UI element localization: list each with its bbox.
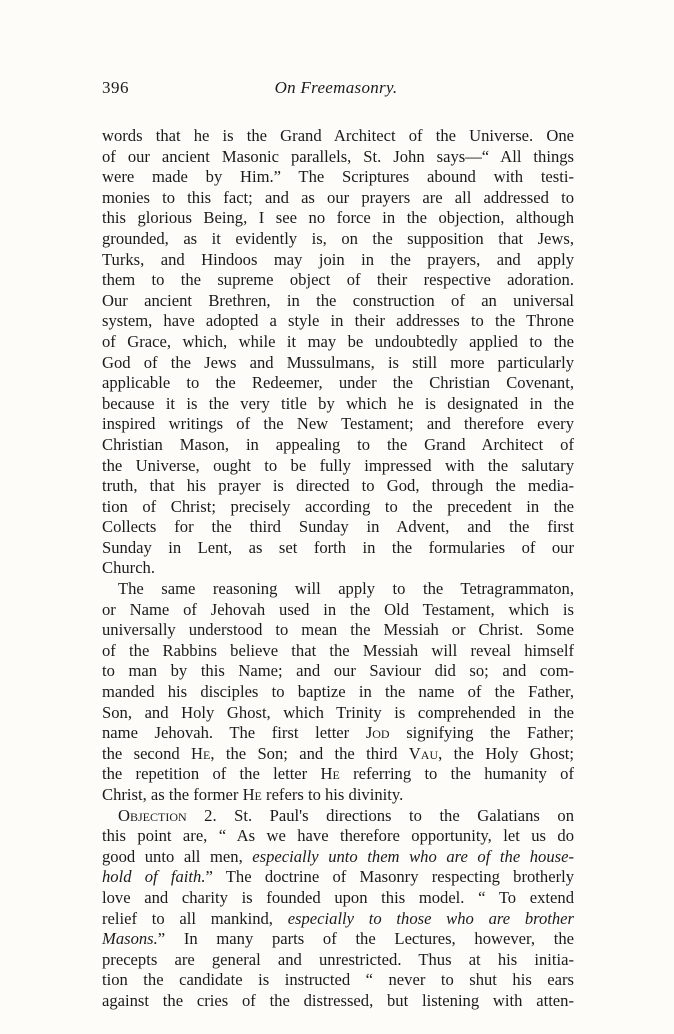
- text-run: monies to this fact; and as our prayers are all addressed to: [102, 187, 574, 207]
- text-run: manded his disciples to baptize in the name of the Father,: [102, 682, 574, 702]
- text-line: [102, 785, 574, 806]
- text-line: [102, 229, 574, 250]
- italic-text: especially unto them who are of the house-: [252, 846, 574, 866]
- text-run: ” In many parts of the Lectures, however, the: [157, 929, 574, 949]
- text-run: grounded, as it evidently is, on the supposition that Jews,: [102, 228, 574, 248]
- text-line: [102, 847, 574, 868]
- text-line: [102, 353, 574, 374]
- text-run: Son, and Holy Ghost, which Trinity is comprehended in the: [102, 702, 574, 722]
- text-run: tion the candidate is instructed “ never to shut his ears: [102, 970, 574, 990]
- text-run: the Universe, ought to be fully impressed with the salutary: [102, 455, 574, 475]
- text-line: [102, 517, 574, 538]
- text-line: [102, 806, 574, 827]
- text-line: [102, 558, 574, 579]
- text-run: Our ancient Brethren, in the construction of an universal: [102, 290, 574, 310]
- text-run: applicable to the Redeemer, under the Christian Covenant,: [102, 373, 574, 393]
- small-caps-text: Vau: [408, 743, 439, 763]
- small-caps-text: He: [191, 743, 211, 763]
- small-caps-text: He: [242, 785, 262, 804]
- text-line: [102, 147, 574, 168]
- page-number: 396: [102, 78, 129, 97]
- text-run: the repetition of the letter: [102, 764, 321, 784]
- text-line: [102, 456, 574, 477]
- text-line: [102, 250, 574, 271]
- text-run: Collects for the third Sunday in Advent, and the first: [102, 517, 574, 537]
- page-header: [102, 78, 570, 104]
- text-line: [102, 950, 574, 971]
- text-run: Turks, and Hindoos may join in the prayers, and apply: [102, 249, 574, 269]
- text-run: the second: [102, 743, 192, 763]
- text-run: system, have adopted a style in their addresses to the Throne: [102, 311, 574, 331]
- text-run: The same reasoning will apply to the Tetragrammaton,: [118, 579, 574, 599]
- text-run: against the cries of the distressed, but listening with atten-: [102, 990, 574, 1010]
- italic-text: especially to those who are brother: [287, 908, 574, 928]
- text-line: [102, 497, 574, 518]
- text-line: [102, 764, 574, 785]
- text-run: of the Rabbins believe that the Messiah will reveal himself: [102, 640, 574, 660]
- text-line: [102, 188, 574, 209]
- small-caps-text: Objection: [118, 805, 187, 825]
- text-line: [102, 373, 574, 394]
- text-line: [102, 600, 574, 621]
- text-line: [102, 291, 574, 312]
- text-line: [102, 991, 574, 1012]
- text-run: of Grace, which, while it may be undoubtedly applied to the: [102, 331, 574, 351]
- text-run: of our ancient Masonic parallels, St. John says—“ All things: [102, 146, 574, 166]
- text-line: [102, 661, 574, 682]
- text-line: [102, 414, 574, 435]
- text-line: [102, 744, 574, 765]
- text-line: [102, 641, 574, 662]
- text-line: [102, 867, 574, 888]
- text-run: Christian Mason, in appealing to the Grand Architect of: [102, 434, 574, 454]
- text-line: [102, 476, 574, 497]
- text-line: [102, 723, 574, 744]
- text-run: good unto all men,: [102, 846, 253, 866]
- text-run: were made by Him.” The Scriptures abound with testi-: [102, 167, 574, 187]
- text-run: refers to his divinity.: [261, 785, 404, 804]
- text-line: [102, 167, 574, 188]
- text-line: [102, 332, 574, 353]
- text-run: signifying the Father;: [389, 723, 574, 743]
- text-run: ” The doctrine of Masonry respecting brotherly: [205, 867, 575, 887]
- text-run: referring to the humanity of: [339, 764, 574, 784]
- text-run: Christ, as the former: [102, 785, 243, 804]
- small-caps-text: He: [320, 764, 340, 784]
- text-run: love and charity is founded upon this model. “ To extend: [102, 887, 574, 907]
- text-run: because it is the very title by which he is designated in the: [102, 393, 574, 413]
- text-run: to man by this Name; and our Saviour did so; and com-: [102, 661, 574, 681]
- text-run: them to the supreme object of their respective adoration.: [102, 270, 574, 290]
- running-title: On Freemasonry.: [274, 78, 398, 97]
- text-line: [102, 394, 574, 415]
- text-run: tion of Christ; precisely according to the precedent in the: [102, 496, 574, 516]
- text-run: Sunday in Lent, as set forth in the formularies of our: [102, 537, 574, 557]
- text-line: [102, 970, 574, 991]
- text-line: [102, 435, 574, 456]
- text-run: , the Holy Ghost;: [438, 743, 574, 763]
- text-line: [102, 703, 574, 724]
- text-run: Church.: [102, 558, 155, 578]
- text-line: [102, 929, 574, 950]
- body-text: [102, 126, 574, 1012]
- text-line: [102, 888, 574, 909]
- text-line: [102, 579, 574, 600]
- text-run: , the Son; and the third: [210, 743, 409, 763]
- italic-text: hold of faith.: [102, 867, 206, 887]
- text-run: 2. St. Paul's directions to the Galatians on: [186, 805, 574, 825]
- text-run: truth, that his prayer is directed to God, through the media-: [102, 476, 574, 496]
- text-run: or Name of Jehovah used in the Old Testament, which is: [102, 599, 574, 619]
- text-line: [102, 126, 574, 147]
- text-line: [102, 682, 574, 703]
- text-run: universally understood to mean the Messiah or Christ. Some: [102, 620, 574, 640]
- text-run: this glorious Being, I see no force in the objection, although: [102, 208, 574, 228]
- text-run: words that he is the Grand Architect of the Universe. One: [102, 126, 574, 145]
- text-line: [102, 620, 574, 641]
- text-line: [102, 538, 574, 559]
- text-run: inspired writings of the New Testament; and therefore every: [102, 414, 574, 434]
- text-line: [102, 208, 574, 229]
- text-line: [102, 270, 574, 291]
- text-run: God of the Jews and Mussulmans, is still more particularly: [102, 352, 574, 372]
- text-run: relief to all mankind,: [102, 908, 288, 928]
- text-run: name Jehovah. The first letter: [102, 723, 366, 743]
- text-run: this point are, “ As we have therefore opportunity, let us do: [102, 826, 574, 846]
- text-line: [102, 311, 574, 332]
- text-run: precepts are general and unrestricted. Thus at his initia-: [102, 949, 574, 969]
- small-caps-text: Jod: [365, 723, 390, 743]
- text-line: [102, 826, 574, 847]
- text-line: [102, 909, 574, 930]
- italic-text: Masons.: [102, 929, 158, 949]
